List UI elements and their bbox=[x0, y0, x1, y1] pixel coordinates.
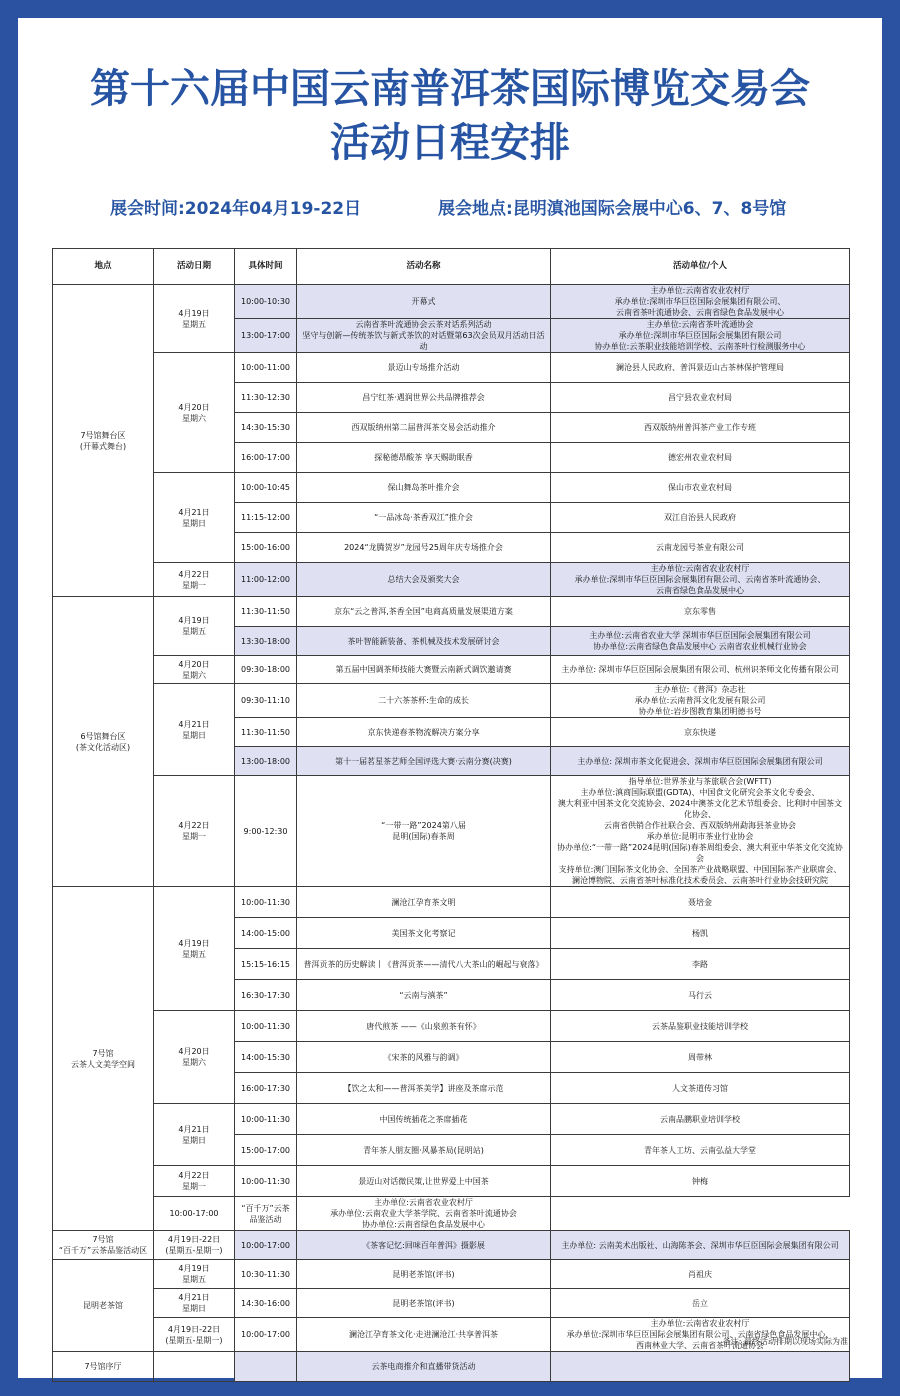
organizer-cell: 澜沧县人民政府、普洱景迈山古茶林保护管理局 bbox=[551, 353, 850, 383]
time-cell: 9:00-12:30 bbox=[235, 776, 297, 887]
time-cell: 10:00-11:00 bbox=[235, 353, 297, 383]
page-title bbox=[18, 62, 882, 170]
time-cell: 15:15-16:15 bbox=[235, 949, 297, 980]
time-cell: 10:00-17:00 bbox=[235, 1318, 297, 1352]
time-cell: 13:00-17:00 bbox=[235, 319, 297, 353]
time-cell: 09:30-18:00 bbox=[235, 656, 297, 684]
time-cell: 15:00-16:00 bbox=[235, 533, 297, 563]
activity-name-cell: “一带一路”2024第八届 昆明(国际)春茶周 bbox=[297, 776, 551, 887]
date-cell: 4月21日 星期日 bbox=[154, 684, 235, 776]
schedule-sheet bbox=[18, 18, 882, 1378]
activity-name-cell: 昆明老茶馆(评书) bbox=[297, 1289, 551, 1318]
time-cell: 09:30-11:10 bbox=[235, 684, 297, 718]
activity-name-cell: 开幕式 bbox=[297, 285, 551, 319]
table-row bbox=[53, 776, 850, 887]
time-cell: 10:00-11:30 bbox=[235, 1011, 297, 1042]
table-row bbox=[53, 597, 850, 627]
organizer-cell: 肖祖庆 bbox=[551, 1260, 850, 1289]
time-cell: 10:00-11:30 bbox=[235, 1166, 297, 1197]
date-cell: 4月20日 星期六 bbox=[154, 1011, 235, 1104]
venue-cell: 6号馆舞台区 (茶文化活动区) bbox=[53, 597, 154, 887]
table-row bbox=[53, 1231, 850, 1260]
organizer-cell: 双江自治县人民政府 bbox=[551, 503, 850, 533]
activity-name-cell: 青年茶人朋友圈·风暴茶局(昆明站) bbox=[297, 1135, 551, 1166]
time-cell: 15:00-17:00 bbox=[235, 1135, 297, 1166]
activity-name-cell: 2024“龙腾贺岁”龙园号25周年庆专场推介会 bbox=[297, 533, 551, 563]
venue-cell: 7号馆舞台区 (开幕式舞台) bbox=[53, 285, 154, 597]
time-cell: 11:15-12:00 bbox=[235, 503, 297, 533]
activity-name-cell: “百千万”云茶品鉴活动 bbox=[235, 1197, 297, 1231]
organizer-cell: 云茶品鉴职业技能培训学校 bbox=[551, 1011, 850, 1042]
organizer-cell: 云南龙园号茶业有限公司 bbox=[551, 533, 850, 563]
activity-name-cell: 探秘德昂酸茶 享天赐助眠香 bbox=[297, 443, 551, 473]
venue-cell: 7号馆 “百千万”云茶品鉴活动区 bbox=[53, 1231, 154, 1260]
date-cell: 4月20日 星期六 bbox=[154, 656, 235, 684]
time-cell: 10:00-10:45 bbox=[235, 473, 297, 503]
time-cell: 13:30-18:00 bbox=[235, 627, 297, 656]
activity-name-cell: 云茶电商推介和直播带货活动 bbox=[297, 1352, 551, 1382]
date-cell: 4月22日 星期一 bbox=[154, 776, 235, 887]
table-header-row bbox=[53, 249, 850, 285]
header-date: 活动日期 bbox=[154, 249, 235, 285]
header-activity: 活动名称 bbox=[297, 249, 551, 285]
activity-name-cell: “云南与滇茶” bbox=[297, 980, 551, 1011]
organizer-cell: 保山市农业农村局 bbox=[551, 473, 850, 503]
organizer-cell: 李路 bbox=[551, 949, 850, 980]
activity-name-cell: 总结大会及颁奖大会 bbox=[297, 563, 551, 597]
time-cell: 10:00-17:00 bbox=[154, 1197, 235, 1231]
date-cell: 4月19日 星期五 bbox=[154, 1260, 235, 1289]
table-row bbox=[53, 1104, 850, 1135]
organizer-cell: 主办单位: 深圳市华巨臣国际会展集团有限公司、杭州识茶师文化传播有限公司 bbox=[551, 656, 850, 684]
table-row bbox=[53, 1260, 850, 1289]
organizer-cell: 京东快递 bbox=[551, 718, 850, 747]
activity-name-cell: 昌宁红茶·遇润世界公共品牌推荐会 bbox=[297, 383, 551, 413]
organizer-cell: 青年茶人工坊、云南弘益大学堂 bbox=[551, 1135, 850, 1166]
activity-name-cell: 景迈山专场推介活动 bbox=[297, 353, 551, 383]
organizer-cell: 云南品鹏职业培训学校 bbox=[551, 1104, 850, 1135]
organizer-cell: 京东零售 bbox=[551, 597, 850, 627]
time-cell: 10:00-10:30 bbox=[235, 285, 297, 319]
time-cell: 16:30-17:30 bbox=[235, 980, 297, 1011]
activity-name-cell: 第十一届茗星茶艺师全国评选大赛·云南分赛(决赛) bbox=[297, 747, 551, 776]
activity-name-cell: 《茶客记忆:回味百年普洱》摄影展 bbox=[297, 1231, 551, 1260]
activity-name-cell: 《宋茶的风雅与韵调》 bbox=[297, 1042, 551, 1073]
time-cell: 14:30-16:00 bbox=[235, 1289, 297, 1318]
organizer-cell: 主办单位:云南省农业农村厅 承办单位:深圳市华巨臣国际会展集团有限公司、 云南省茶叶流通协会、云南省绿色食品发展中心 bbox=[551, 285, 850, 319]
table-row bbox=[53, 1352, 850, 1382]
venue-cell: 7号馆 云茶人文美学空间 bbox=[53, 887, 154, 1231]
schedule-table bbox=[52, 248, 850, 1382]
title-line-2: 活动日程安排 bbox=[330, 120, 570, 166]
exhibition-time: 展会时间:2024年04月19-22日 bbox=[110, 199, 362, 219]
activity-name-cell: “一品冰岛·茶香双江”推介会 bbox=[297, 503, 551, 533]
organizer-cell: 聂培金 bbox=[551, 887, 850, 918]
table-row bbox=[53, 1166, 850, 1197]
time-cell: 11:30-12:30 bbox=[235, 383, 297, 413]
time-cell: 16:00-17:00 bbox=[235, 443, 297, 473]
table-row bbox=[53, 1289, 850, 1318]
table-row bbox=[53, 1197, 850, 1231]
title-line-1: 第十六届中国云南普洱茶国际博览交易会 bbox=[90, 66, 810, 112]
activity-name-cell: 景迈山对话微民策,让世界爱上中国茶 bbox=[297, 1166, 551, 1197]
date-cell: 4月21日 星期日 bbox=[154, 1104, 235, 1166]
exhibition-place: 展会地点:昆明滇池国际会展中心6、7、8号馆 bbox=[438, 199, 787, 219]
activity-name-cell: 京东“云之普洱,茶香全国”电商高质量发展渠道方案 bbox=[297, 597, 551, 627]
organizer-cell: 马行云 bbox=[551, 980, 850, 1011]
time-cell: 16:00-17:30 bbox=[235, 1073, 297, 1104]
organizer-cell: 钟梅 bbox=[551, 1166, 850, 1197]
time-cell: 10:00-17:00 bbox=[235, 1231, 297, 1260]
organizer-cell: 德宏州农业农村局 bbox=[551, 443, 850, 473]
organizer-cell: 周带林 bbox=[551, 1042, 850, 1073]
activity-name-cell: 中国传统插花之茶席插花 bbox=[297, 1104, 551, 1135]
date-cell: 4月19日 星期五 bbox=[154, 597, 235, 656]
organizer-cell: 指导单位:世界茶业与茶旅联合会(WFTT) 主办单位:滇商国际联盟(GDTA)、中国食文化研究会茶文化专委会、 澳大利亚中国茶文化交流协会、2024中澳茶文化艺术节组委会、比利时中国茶文化协会、 云南省供销合作社联合会、西双版纳州勐海县茶业协会 承办单位:昆明市茶业行业协会 协办单位:“一带一路”2024昆明(国际)春茶周组委会、澳大利亚中华茶文化交流协会 支持单位:澳门国际茶文化协会、全国茶产业战略联盟、中国国际茶产业联席会、 澜沧博物院、云南省茶叶标准化技术委员会、云南茶叶行业协会技研究院 bbox=[551, 776, 850, 887]
footnote: 备注: 最终活动排期以现场实际为准 bbox=[722, 1337, 848, 1346]
activity-name-cell: 茶叶智能新装备、茶机械及技术发展研讨会 bbox=[297, 627, 551, 656]
date-cell: 4月21日 星期日 bbox=[154, 1289, 235, 1318]
organizer-cell: 主办单位: 深圳市茶文化促进会、深圳市华巨臣国际会展集团有限公司 bbox=[551, 747, 850, 776]
organizer-cell: 杨凯 bbox=[551, 918, 850, 949]
organizer-cell: 主办单位:云南省农业农村厅 承办单位:深圳市华巨臣国际会展集团有限公司、云南省绿色食品发展中心、 西南林业大学、云南省茶叶流通协会 bbox=[551, 1318, 850, 1352]
time-cell: 14:30-15:30 bbox=[235, 413, 297, 443]
organizer-cell bbox=[551, 1352, 850, 1382]
activity-name-cell: 第五届中国调茶师技能大赛暨云南新式调饮邀请赛 bbox=[297, 656, 551, 684]
date-cell: 4月19日-22日 (星期五-星期一) bbox=[154, 1231, 235, 1260]
activity-name-cell: 澜沧江孕育茶文化·走进澜沧江·共享普洱茶 bbox=[297, 1318, 551, 1352]
organizer-cell: 西双版纳州普洱茶产业工作专班 bbox=[551, 413, 850, 443]
date-cell bbox=[154, 1352, 235, 1382]
time-cell: 10:30-11:30 bbox=[235, 1260, 297, 1289]
organizer-cell: 主办单位:云南省农业大学 深圳市华巨臣国际会展集团有限公司 协办单位:云南省绿色食品发展中心 云南省农业机械行业协会 bbox=[551, 627, 850, 656]
date-cell: 4月22日 星期一 bbox=[154, 1166, 235, 1197]
header-venue: 地点 bbox=[53, 249, 154, 285]
time-cell: 11:30-11:50 bbox=[235, 718, 297, 747]
table-row bbox=[53, 1011, 850, 1042]
organizer-cell: 主办单位: 云南美术出版社、山海陈茶会、深圳市华巨臣国际会展集团有限公司 bbox=[551, 1231, 850, 1260]
header-organizer: 活动单位/个人 bbox=[551, 249, 850, 285]
table-row bbox=[53, 887, 850, 918]
activity-name-cell: 西双版纳州第二届普洱茶交易会活动推介 bbox=[297, 413, 551, 443]
table-row bbox=[53, 353, 850, 383]
date-cell: 4月21日 星期日 bbox=[154, 473, 235, 563]
activity-name-cell: 昆明老茶馆(评书) bbox=[297, 1260, 551, 1289]
time-cell: 10:00-11:30 bbox=[235, 887, 297, 918]
date-cell: 4月19日-22日 (星期五-星期一) bbox=[154, 1318, 235, 1352]
activity-name-cell: 美国茶文化考察记 bbox=[297, 918, 551, 949]
time-cell: 14:00-15:00 bbox=[235, 918, 297, 949]
activity-name-cell: 二十六茶茶杯:生命的成长 bbox=[297, 684, 551, 718]
time-cell: 11:30-11:50 bbox=[235, 597, 297, 627]
activity-name-cell: 【饮之太和——普洱茶美学】讲座及茶席示范 bbox=[297, 1073, 551, 1104]
organizer-cell: 岳立 bbox=[551, 1289, 850, 1318]
header-time: 具体时间 bbox=[235, 249, 297, 285]
activity-name-cell: 保山舞岛茶叶推介会 bbox=[297, 473, 551, 503]
activity-name-cell: 澜沧江孕育茶文明 bbox=[297, 887, 551, 918]
time-cell: 11:00-12:00 bbox=[235, 563, 297, 597]
activity-name-cell: 普洱贡茶的历史解读丨《普洱贡茶——清代八大茶山的崛起与衰落》 bbox=[297, 949, 551, 980]
date-cell: 4月20日 星期六 bbox=[154, 353, 235, 473]
venue-cell: 7号馆序厅 bbox=[53, 1352, 154, 1382]
activity-name-cell: 唐代煎茶 ——《山泉煎茶有怀》 bbox=[297, 1011, 551, 1042]
time-cell bbox=[235, 1352, 297, 1382]
time-cell: 13:00-18:00 bbox=[235, 747, 297, 776]
organizer-cell: 昌宁县农业农村局 bbox=[551, 383, 850, 413]
time-cell: 10:00-11:30 bbox=[235, 1104, 297, 1135]
activity-name-cell: 云南省茶叶流通协会云茶对话系列活动 坚守与创新—传统茶饮与新式茶饮的对话暨第63次会员双月活动日活动 bbox=[297, 319, 551, 353]
date-cell: 4月19日 星期五 bbox=[154, 887, 235, 1011]
organizer-cell: 主办单位:《普洱》杂志社 承办单位:云南普洱文化发展有限公司 协办单位:岩步图教育集团明德书号 bbox=[551, 684, 850, 718]
time-cell: 14:00-15:30 bbox=[235, 1042, 297, 1073]
table-row bbox=[53, 285, 850, 319]
table-row bbox=[53, 473, 850, 503]
date-cell: 4月22日 星期一 bbox=[154, 563, 235, 597]
organizer-cell: 主办单位:云南省农业农村厅 承办单位:云南农业大学茶学院、云南省茶叶流通协会 协办单位:云南省绿色食品发展中心 bbox=[297, 1197, 551, 1231]
table-row bbox=[53, 684, 850, 718]
organizer-cell: 主办单位:云南省茶叶流通协会 承办单位:深圳市华巨臣国际会展集团有限公司 协办单位:云茶职业技能培训学校、云南茶叶行检测服务中心 bbox=[551, 319, 850, 353]
organizer-cell: 主办单位:云南省农业农村厅 承办单位:深圳市华巨臣国际会展集团有限公司、云南省茶叶流通协会、 云南省绿色食品发展中心 bbox=[551, 563, 850, 597]
date-cell: 4月19日 星期五 bbox=[154, 285, 235, 353]
table-row bbox=[53, 656, 850, 684]
organizer-cell: 人文茶道传习馆 bbox=[551, 1073, 850, 1104]
venue-cell: 昆明老茶馆 bbox=[53, 1260, 154, 1352]
activity-name-cell: 京东快递春茶物流解决方案分享 bbox=[297, 718, 551, 747]
table-row bbox=[53, 563, 850, 597]
